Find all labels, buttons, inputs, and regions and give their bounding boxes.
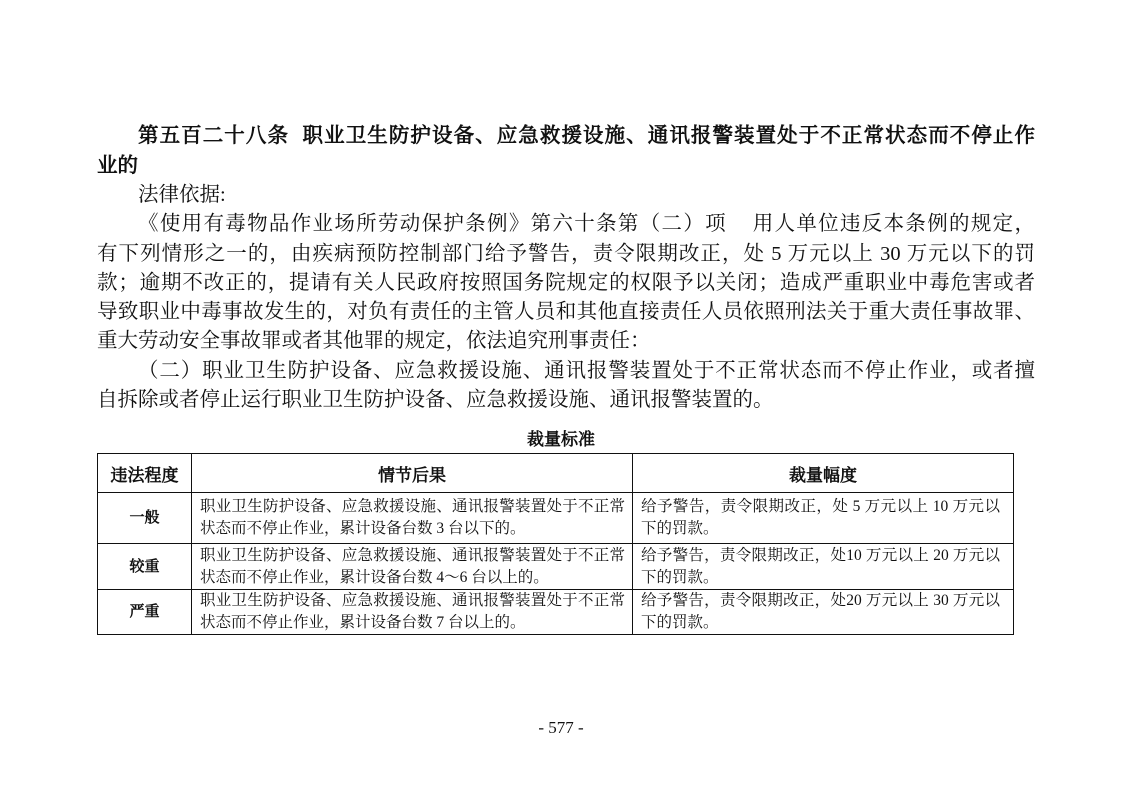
table-title: 裁量标准 [527,430,595,449]
header-circumstance: 情节后果 [192,454,633,493]
discretion-standard-table [97,453,1014,635]
regulation-text-line: 有下列情形之一的，由疾病预防控制部门给予警告，责令限期改正，处 5 万元以上 30 万元以下的罚 [97,242,1035,265]
item-text-line: 自拆除或者停止运行职业卫生防护设备、应急救援设施、通讯报警装置的。 [97,389,774,412]
regulation-text-line: 款；逾期不改正的，提请有关人民政府按照国务院规定的权限予以关闭；造成严重职业中毒危害或者 [97,271,1035,294]
violation-level-cell: 一般 [98,493,192,544]
article-title-line-1: 第五百二十八条 职业卫生防护设备、应急救援设施、通讯报警装置处于不正常状态而不停止作 [138,124,1035,147]
header-violation-degree: 违法程度 [98,454,192,493]
item-text-line: （二）职业卫生防护设备、应急救援设施、通讯报警装置处于不正常状态而不停止作业，或者擅 [138,359,1035,382]
penalty-cell: 给予警告，责令限期改正，处10 万元以上 20 万元以下的罚款。 [633,544,1014,590]
circumstance-cell: 职业卫生防护设备、应急救援设施、通讯报警装置处于不正常状态而不停止作业，累计设备台数 3 台以下的。 [192,493,633,544]
violation-level-cell: 严重 [98,590,192,635]
legal-basis-label: 法律依据: [138,184,226,206]
article-title-line-2: 业的 [97,154,138,177]
penalty-cell: 给予警告，责令限期改正，处 5 万元以上 10 万元以下的罚款。 [633,493,1014,544]
penalty-cell: 给予警告，责令限期改正，处20 万元以上 30 万元以下的罚款。 [633,590,1014,635]
body-text [97,121,1035,415]
violation-level-cell: 较重 [98,544,192,590]
circumstance-cell: 职业卫生防护设备、应急救援设施、通讯报警装置处于不正常状态而不停止作业，累计设备台数 7 台以上的。 [192,590,633,635]
regulation-text-line: 《使用有毒物品作业场所劳动保护条例》第六十条第（二）项 用人单位违反本条例的规定， [138,213,1035,236]
table-row [98,544,1014,590]
table-row [98,493,1014,544]
regulation-text-line: 重大劳动安全事故罪或者其他罪的规定，依法追究刑事责任： [97,330,651,353]
circumstance-cell: 职业卫生防护设备、应急救援设施、通讯报警装置处于不正常状态而不停止作业，累计设备台数 4～6 台以上的。 [192,544,633,590]
table-row [98,590,1014,635]
page-number: - 577 - [538,718,584,737]
regulation-text-line: 导致职业中毒事故发生的，对负有责任的主管人员和其他直接责任人员依照刑法关于重大责任事故罪、 [97,301,1035,324]
table-header-row [98,454,1014,493]
header-penalty-range: 裁量幅度 [633,454,1014,493]
